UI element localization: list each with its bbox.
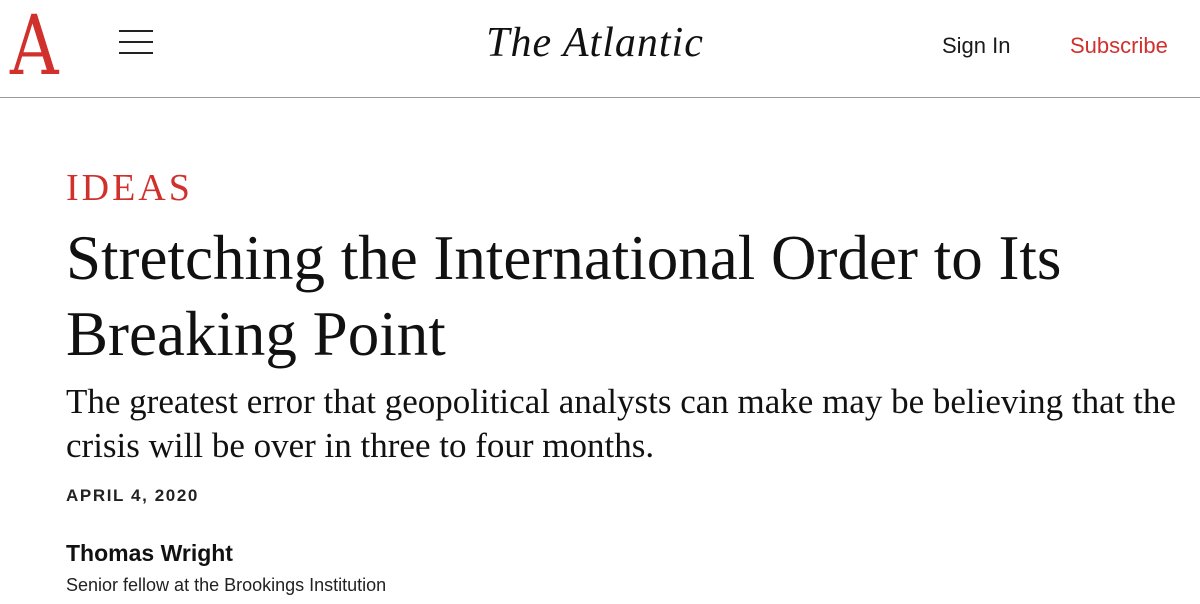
site-header [0,0,1200,98]
article-dek: The greatest error that geopolitical analysts can make may be believing that the crisis will be over in three to four months. [66,382,1176,465]
atlantic-logo[interactable]: A [10,0,59,94]
author-bio: Senior fellow at the Brookings Institution [66,575,387,595]
section-label[interactable]: IDEAS [66,167,193,209]
author-name[interactable]: Thomas Wright [66,540,233,566]
subscribe-link[interactable]: Subscribe [1070,33,1168,58]
publish-date: APRIL 4, 2020 [66,486,199,505]
article-headline: Stretching the International Order to Its Breaking Point [66,223,1062,369]
site-wordmark[interactable]: The Atlantic [486,20,704,66]
sign-in-link[interactable]: Sign In [942,33,1011,58]
